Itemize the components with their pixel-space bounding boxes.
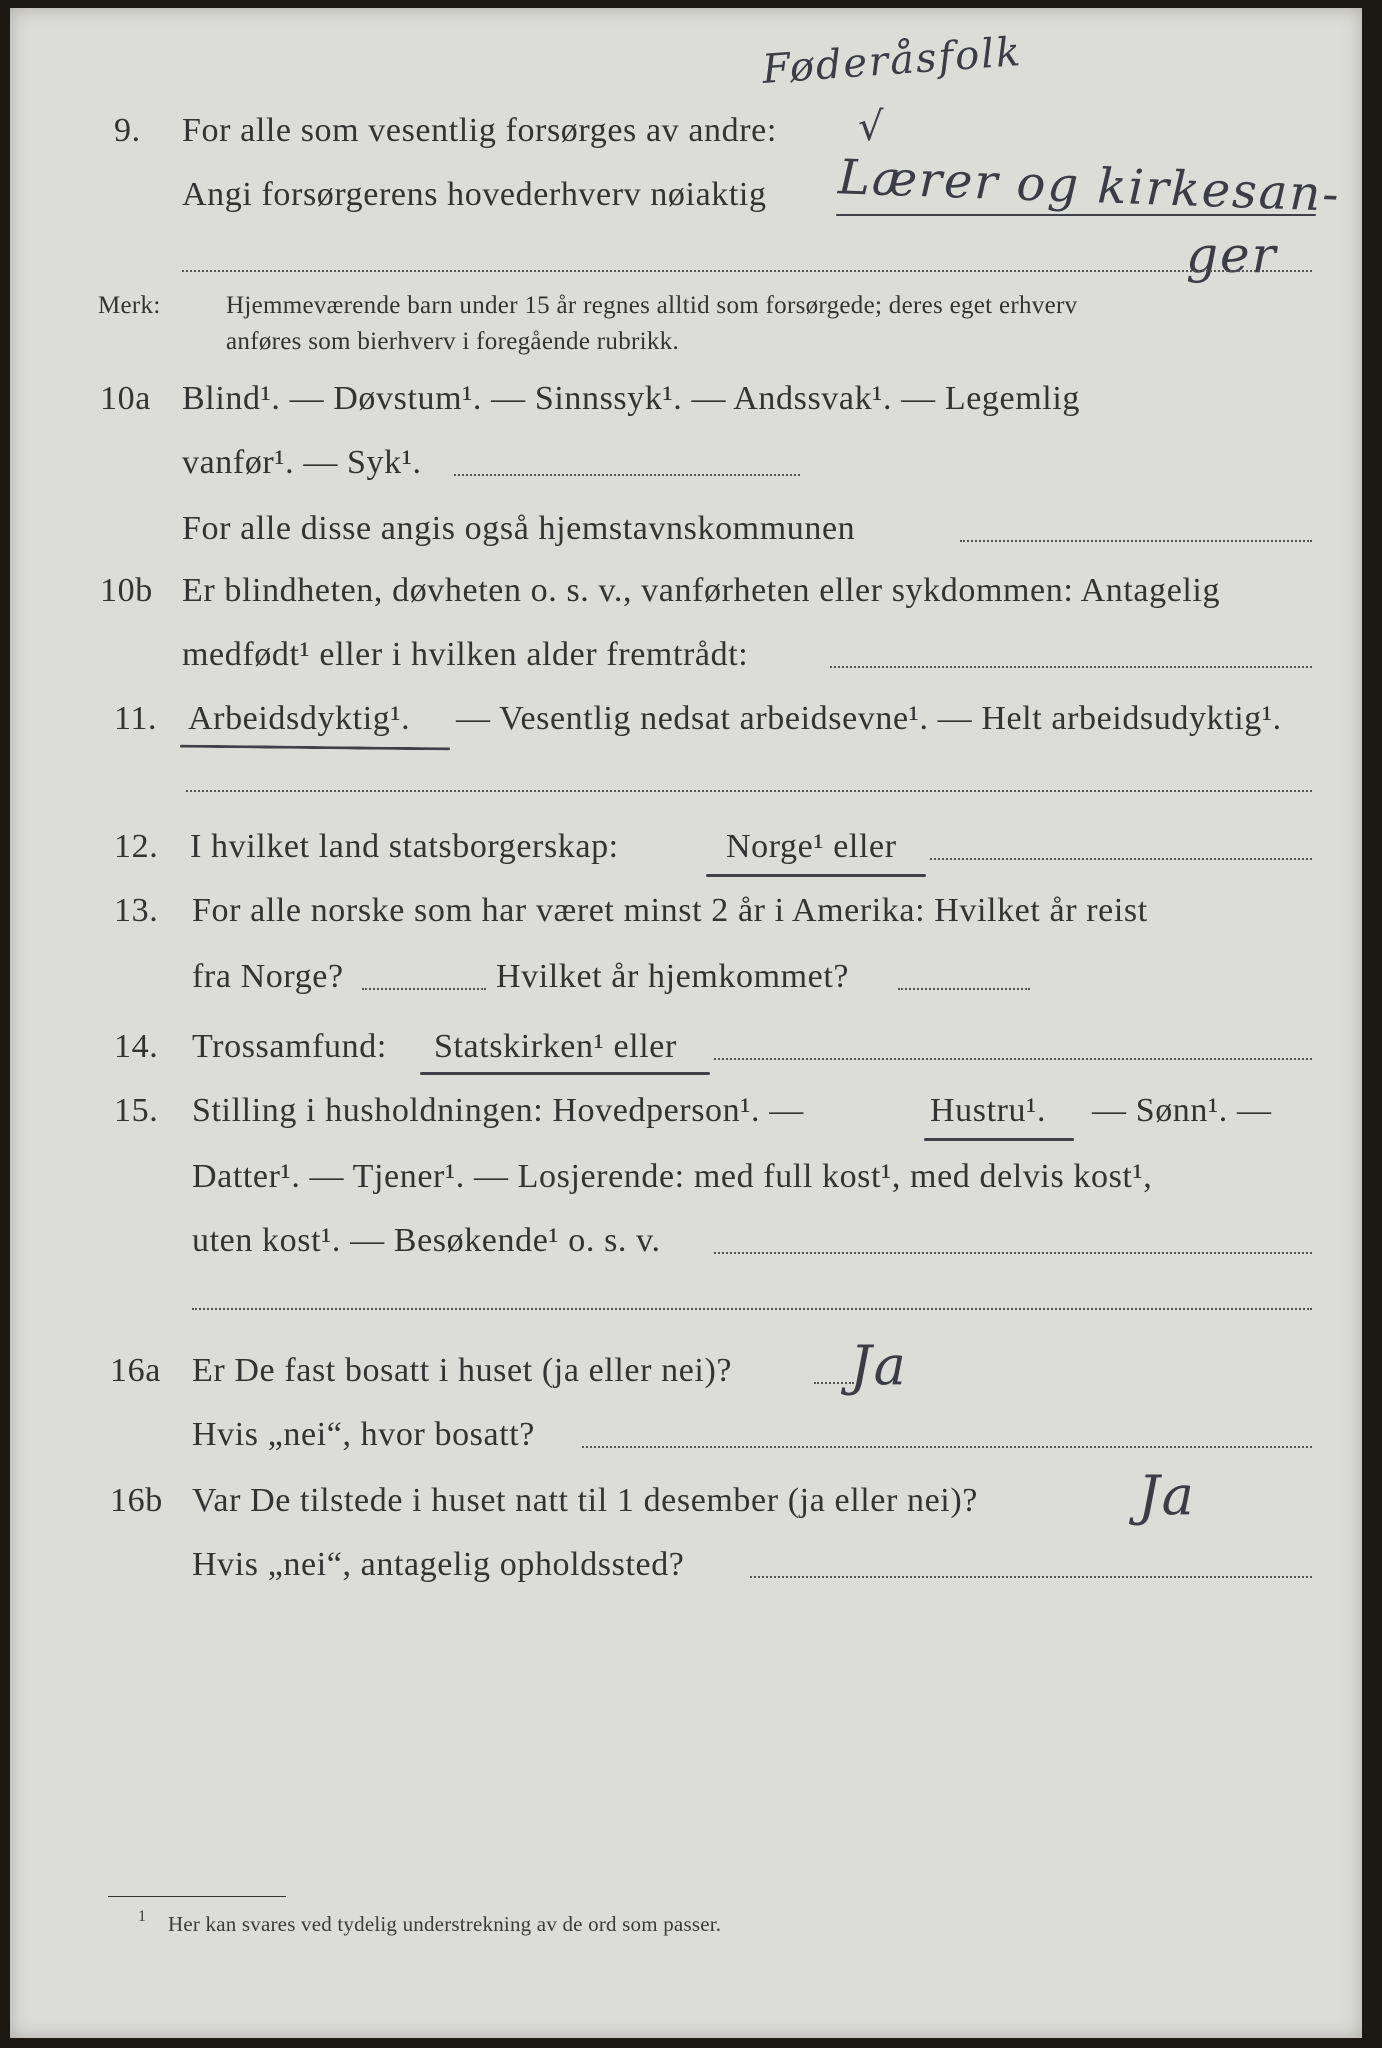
merk-line2: anføres som bierhverv i foregående rubrikk. xyxy=(226,328,680,355)
footnote-text: Her kan svares ved tydelig understrekning av de ord som passer. xyxy=(168,1912,722,1936)
q13-line2b: Hvilket år hjemkommet? xyxy=(496,958,850,995)
q12-dotted-line xyxy=(930,858,1312,860)
q10a-number: 10a xyxy=(100,380,151,417)
q10a-line3: For alle disse angis også hjemstavnskommunen xyxy=(182,510,856,547)
q14-number: 14. xyxy=(114,1028,159,1065)
q13-number: 13. xyxy=(114,892,159,929)
q12-option-norge: Norge¹ eller xyxy=(726,828,897,865)
q10a-dotted-line-2 xyxy=(454,474,800,476)
q15-dotted-line-3 xyxy=(714,1252,1312,1254)
q10b-dotted-line xyxy=(830,666,1312,668)
q13-dotted-line-b xyxy=(898,988,1030,990)
q13-line2a: fra Norge? xyxy=(192,958,344,995)
q12-underline xyxy=(706,874,926,877)
handwriting-q9-top: Føderåsfolk xyxy=(760,28,1024,94)
handwriting-q16a-answer: Ja xyxy=(850,1334,908,1397)
q13-line1: For alle norske som har været minst 2 år i Amerika: Hvilket år reist xyxy=(192,892,1148,929)
q10b-line2: medfødt¹ eller i hvilken alder fremtrådt: xyxy=(182,636,749,673)
q10b-number: 10b xyxy=(100,572,153,609)
q15-line1a: Stilling i husholdningen: Hovedperson¹. — xyxy=(192,1092,804,1129)
q11-number: 11. xyxy=(114,700,158,737)
q10a-dotted-line-3 xyxy=(960,540,1312,542)
handwriting-q9-mark: √ xyxy=(858,104,886,150)
q14-dotted-line xyxy=(714,1058,1312,1060)
q9-dotted-line xyxy=(182,270,1312,272)
handwriting-q9-occupation-1: Lærer og kirkesan- xyxy=(837,149,1342,223)
q14-underline xyxy=(420,1072,710,1075)
q16a-dotted-line-1 xyxy=(814,1382,854,1384)
q11-underline xyxy=(180,745,450,751)
q15-line3: uten kost¹. — Besøkende¹ o. s. v. xyxy=(192,1222,661,1259)
q16a-line2: Hvis „nei“, hvor bosatt? xyxy=(192,1416,535,1453)
footnote-marker: 1 xyxy=(138,1908,147,1925)
q16b-line1: Var De tilstede i huset natt til 1 desember (ja eller nei)? xyxy=(192,1482,978,1519)
handwriting-q16b-answer: Ja xyxy=(1138,1464,1196,1527)
merk-label: Merk: xyxy=(98,292,161,319)
q10a-line1: Blind¹. — Døvstum¹. — Sinnssyk¹. — Andssvak¹. — Legemlig xyxy=(182,380,1080,417)
merk-line1: Hjemmeværende barn under 15 år regnes alltid som forsørgede; deres eget erhverv xyxy=(226,292,1078,319)
q13-dotted-line-a xyxy=(362,988,486,990)
q11-rest: — Vesentlig nedsat arbeidsevne¹. — Helt arbeidsudyktig¹. xyxy=(456,700,1282,737)
q11-option-arbeidsdyktig: Arbeidsdyktig¹. xyxy=(188,700,411,737)
q15-underline xyxy=(924,1138,1074,1141)
q15-line2: Datter¹. — Tjener¹. — Losjerende: med full kost¹, med delvis kost¹, xyxy=(192,1158,1153,1195)
q15-dotted-line-4 xyxy=(192,1308,1312,1310)
q10b-line1: Er blindheten, døvheten o. s. v., vanførheten eller sykdommen: Antagelig xyxy=(182,572,1221,609)
q14-label: Trossamfund: xyxy=(192,1028,387,1065)
q15-line1c: — Sønn¹. — xyxy=(1092,1092,1272,1129)
q16a-number: 16a xyxy=(110,1352,161,1389)
census-form-page xyxy=(10,8,1362,2038)
q9-line1: For alle som vesentlig forsørges av andre: xyxy=(182,112,777,149)
q9-answer-line xyxy=(836,214,1316,216)
q12-number: 12. xyxy=(114,828,159,865)
q11-dotted-line xyxy=(186,790,1312,792)
q15-number: 15. xyxy=(114,1092,159,1129)
q16b-dotted-line-2 xyxy=(750,1576,1312,1578)
q16b-line2: Hvis „nei“, antagelig opholdssted? xyxy=(192,1546,685,1583)
q16b-number: 16b xyxy=(110,1482,163,1519)
q16a-dotted-line-2 xyxy=(582,1446,1312,1448)
q15-option-hustru: Hustru¹. xyxy=(930,1092,1047,1129)
q9-line2: Angi forsørgerens hovederhverv nøiaktig xyxy=(182,176,767,213)
q10a-line2: vanfør¹. — Syk¹. xyxy=(182,444,422,481)
q12-label: I hvilket land statsborgerskap: xyxy=(190,828,619,865)
q14-option-statskirken: Statskirken¹ eller xyxy=(434,1028,677,1065)
q9-number: 9. xyxy=(114,112,141,149)
q16a-line1: Er De fast bosatt i huset (ja eller nei)? xyxy=(192,1352,733,1389)
handwriting-q9-occupation-2: ger xyxy=(1186,226,1278,284)
footnote-rule xyxy=(108,1896,286,1897)
